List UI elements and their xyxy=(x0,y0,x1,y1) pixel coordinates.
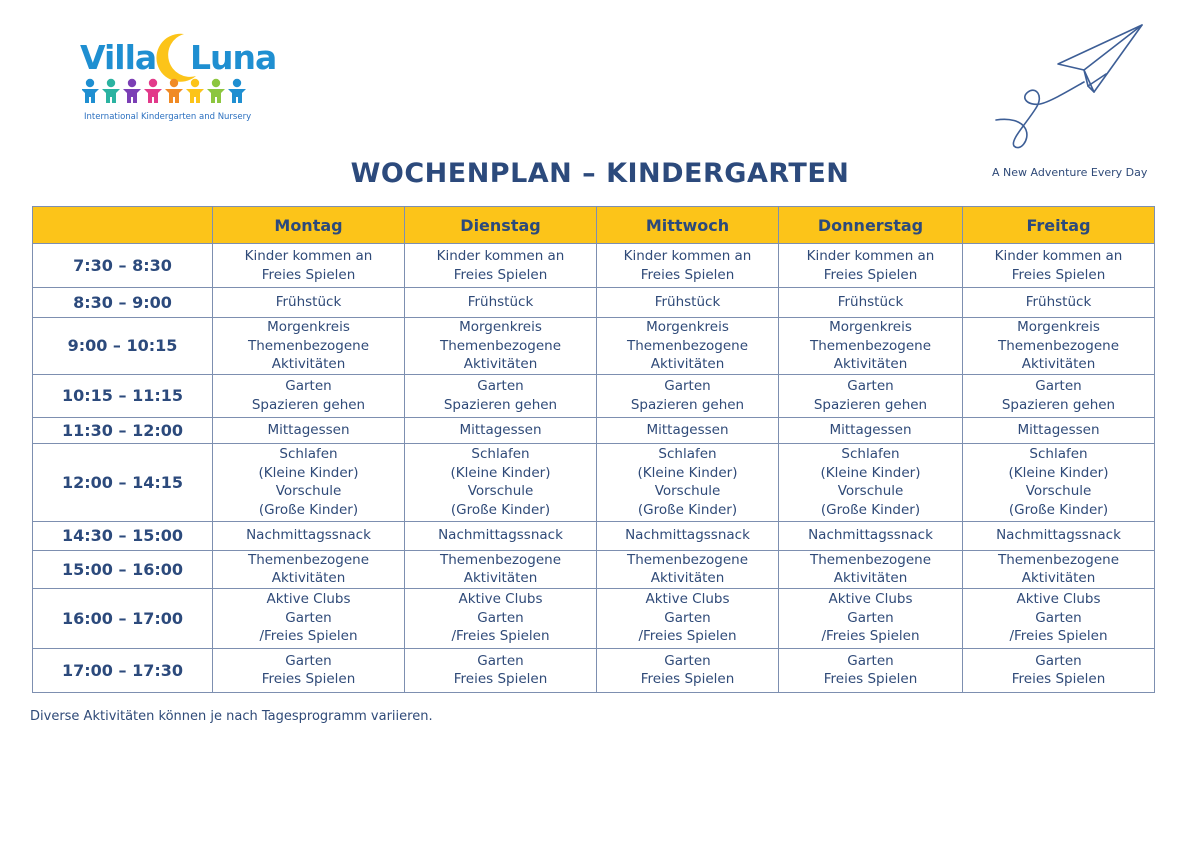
activity-cell xyxy=(597,521,779,550)
activity-line: (Kleine Kinder) xyxy=(258,464,359,481)
activity-cell xyxy=(963,374,1155,417)
activity-line: Morgenkreis xyxy=(459,319,542,335)
activity-line: Garten xyxy=(1035,609,1082,626)
activity-cell xyxy=(963,648,1155,692)
activity-line: Schlafen xyxy=(841,446,900,462)
activity-line: Vorschule xyxy=(654,483,721,499)
child-figure-icon xyxy=(144,79,162,103)
activity-line: Kinder kommen an xyxy=(806,248,935,264)
activity-cell xyxy=(779,417,963,443)
activity-line: Morgenkreis xyxy=(267,319,350,335)
time-slot: 17:00 – 17:30 xyxy=(33,648,213,692)
activity-cell xyxy=(405,374,597,417)
activity-line: Freies Spielen xyxy=(640,266,735,283)
activity-cell xyxy=(779,318,963,375)
activity-line: Freies Spielen xyxy=(1011,671,1106,687)
time-slot: 11:30 – 12:00 xyxy=(33,417,213,443)
activity-line: Garten xyxy=(285,652,332,669)
activity-line: Garten xyxy=(1035,652,1082,669)
activity-line: Themenbezogene xyxy=(809,337,932,354)
schedule-row xyxy=(33,550,1155,588)
activity-line: Kinder kommen an xyxy=(994,248,1123,264)
activity-cell xyxy=(963,288,1155,318)
activity-line: /Freies Spielen xyxy=(259,628,358,645)
activity-line: Spazieren gehen xyxy=(1001,396,1116,413)
activity-cell xyxy=(963,521,1155,550)
activity-cell xyxy=(963,588,1155,648)
activity-cell xyxy=(963,550,1155,588)
activity-line: /Freies Spielen xyxy=(1009,628,1108,645)
paper-airplane-icon xyxy=(990,20,1150,155)
logo-tagline: International Kindergarten and Nursery xyxy=(84,112,252,122)
activity-line: Mittagessen xyxy=(1017,421,1100,438)
activity-line: Mittagessen xyxy=(646,421,729,438)
activity-cell xyxy=(405,288,597,318)
activity-line: Frühstück xyxy=(467,294,534,311)
activity-line: Garten xyxy=(285,378,332,394)
activity-line: Freies Spielen xyxy=(823,266,918,283)
activity-line: Garten xyxy=(477,609,524,626)
time-slot: 9:00 – 10:15 xyxy=(33,318,213,375)
activity-cell xyxy=(779,374,963,417)
activity-line: Themenbezogene xyxy=(626,337,749,354)
activity-line: /Freies Spielen xyxy=(638,628,737,645)
activity-line: Garten xyxy=(477,652,524,669)
activity-line: Mittagessen xyxy=(267,421,350,438)
activity-line: Themenbezogene xyxy=(997,551,1120,568)
child-figure-icon xyxy=(102,79,120,103)
day-header: Freitag xyxy=(963,207,1155,244)
activity-line: Themenbezogene xyxy=(439,337,562,354)
activity-line: Mittagessen xyxy=(829,421,912,438)
activity-line: Garten xyxy=(1035,378,1082,394)
child-figure-icon xyxy=(207,79,225,103)
children-figures-icon xyxy=(82,78,252,104)
activity-line: Nachmittagssnack xyxy=(625,527,750,544)
activity-cell xyxy=(405,443,597,521)
activity-cell xyxy=(213,417,405,443)
activity-line: Freies Spielen xyxy=(453,266,548,283)
activity-cell xyxy=(779,521,963,550)
time-slot: 7:30 – 8:30 xyxy=(33,244,213,288)
activity-line: Frühstück xyxy=(837,294,904,311)
activity-line: Schlafen xyxy=(658,446,717,462)
activity-line: Aktivitäten xyxy=(650,356,725,372)
child-figure-icon xyxy=(123,79,141,103)
activity-line: Nachmittagssnack xyxy=(438,527,563,544)
day-header: Montag xyxy=(213,207,405,244)
activity-cell xyxy=(213,648,405,692)
activity-cell xyxy=(405,588,597,648)
activity-line: (Kleine Kinder) xyxy=(1008,464,1109,481)
activity-line: Frühstück xyxy=(654,294,721,311)
activity-line: Kinder kommen an xyxy=(623,248,752,264)
time-slot: 16:00 – 17:00 xyxy=(33,588,213,648)
activity-line: /Freies Spielen xyxy=(821,628,920,645)
activity-line: Garten xyxy=(847,378,894,394)
activity-line: (Große Kinder) xyxy=(450,501,551,518)
activity-line: Spazieren gehen xyxy=(443,396,558,413)
time-slot: 10:15 – 11:15 xyxy=(33,374,213,417)
activity-line: (Kleine Kinder) xyxy=(450,464,551,481)
schedule-row xyxy=(33,417,1155,443)
activity-cell xyxy=(779,648,963,692)
activity-cell xyxy=(963,244,1155,288)
activity-line: Morgenkreis xyxy=(646,319,729,335)
schedule-row xyxy=(33,374,1155,417)
logo-brand-first: Villa xyxy=(80,38,157,77)
activity-line: (Große Kinder) xyxy=(258,501,359,518)
activity-line: Garten xyxy=(664,378,711,394)
schedule-row xyxy=(33,588,1155,648)
activity-cell xyxy=(779,588,963,648)
activity-line: Freies Spielen xyxy=(823,671,918,687)
schedule-row xyxy=(33,443,1155,521)
activity-cell xyxy=(213,318,405,375)
activity-line: Freies Spielen xyxy=(261,671,356,687)
footnote: Diverse Aktivitäten können je nach Tagesprogramm variieren. xyxy=(30,709,433,724)
activity-cell xyxy=(597,244,779,288)
activity-line: (Kleine Kinder) xyxy=(820,464,921,481)
time-slot: 15:00 – 16:00 xyxy=(33,550,213,588)
child-figure-icon xyxy=(165,79,183,103)
activity-line: Aktivitäten xyxy=(833,570,908,586)
activity-cell xyxy=(597,648,779,692)
activity-line: Freies Spielen xyxy=(453,671,548,687)
activity-line: Morgenkreis xyxy=(829,319,912,335)
activity-cell xyxy=(213,374,405,417)
activity-line: Morgenkreis xyxy=(1017,319,1100,335)
activity-line: Freies Spielen xyxy=(640,671,735,687)
activity-cell xyxy=(963,443,1155,521)
activity-cell xyxy=(597,318,779,375)
activity-line: Garten xyxy=(664,609,711,626)
activity-line: Vorschule xyxy=(467,483,534,499)
activity-line: Themenbezogene xyxy=(997,337,1120,354)
activity-cell xyxy=(213,288,405,318)
activity-cell xyxy=(405,550,597,588)
activity-line: Themenbezogene xyxy=(626,551,749,568)
corner-cell xyxy=(33,207,213,244)
activity-line: Aktivitäten xyxy=(271,356,346,372)
activity-cell xyxy=(213,443,405,521)
activity-line: (Große Kinder) xyxy=(637,501,738,518)
schedule-row xyxy=(33,288,1155,318)
time-slot: 12:00 – 14:15 xyxy=(33,443,213,521)
activity-line: Kinder kommen an xyxy=(244,248,373,264)
day-header: Dienstag xyxy=(405,207,597,244)
activity-line: Kinder kommen an xyxy=(436,248,565,264)
schedule-body xyxy=(33,244,1155,693)
activity-line: (Große Kinder) xyxy=(1008,501,1109,518)
activity-cell xyxy=(779,288,963,318)
slogan: A New Adventure Every Day xyxy=(992,166,1148,179)
activity-cell xyxy=(597,443,779,521)
activity-cell xyxy=(213,550,405,588)
activity-cell xyxy=(213,244,405,288)
weekly-schedule-table xyxy=(32,206,1155,693)
activity-line: Themenbezogene xyxy=(247,551,370,568)
villa-luna-logo xyxy=(80,30,277,130)
header-row xyxy=(33,207,1155,244)
activity-cell xyxy=(597,588,779,648)
activity-line: Nachmittagssnack xyxy=(246,527,371,544)
activity-line: Aktive Clubs xyxy=(645,591,730,608)
activity-line: Garten xyxy=(477,378,524,394)
child-figure-icon xyxy=(228,79,246,103)
activity-line: Themenbezogene xyxy=(809,551,932,568)
activity-cell xyxy=(779,244,963,288)
day-header: Mittwoch xyxy=(597,207,779,244)
activity-line: Vorschule xyxy=(837,483,904,499)
activity-line: Nachmittagssnack xyxy=(808,527,933,544)
activity-line: Schlafen xyxy=(1029,446,1088,462)
logo-brand-second: Luna xyxy=(190,38,277,77)
activity-line: Frühstück xyxy=(1025,294,1092,311)
activity-cell xyxy=(779,443,963,521)
page-title: WOCHENPLAN – KINDERGARTEN xyxy=(350,158,850,189)
activity-cell xyxy=(405,648,597,692)
activity-line: /Freies Spielen xyxy=(451,628,550,645)
activity-cell xyxy=(213,588,405,648)
day-header: Donnerstag xyxy=(779,207,963,244)
time-slot: 8:30 – 9:00 xyxy=(33,288,213,318)
activity-line: Aktivitäten xyxy=(271,570,346,586)
activity-line: Frühstück xyxy=(275,294,342,311)
activity-line: Garten xyxy=(664,652,711,669)
time-slot: 14:30 – 15:00 xyxy=(33,521,213,550)
activity-line: Freies Spielen xyxy=(1011,266,1106,283)
activity-cell xyxy=(597,550,779,588)
activity-line: Vorschule xyxy=(275,483,342,499)
activity-cell xyxy=(405,244,597,288)
activity-cell xyxy=(405,521,597,550)
activity-line: Garten xyxy=(847,652,894,669)
activity-line: Aktivitäten xyxy=(463,356,538,372)
activity-cell xyxy=(213,521,405,550)
activity-line: Spazieren gehen xyxy=(251,396,366,413)
activity-cell xyxy=(963,417,1155,443)
child-figure-icon xyxy=(186,79,204,103)
schedule-row xyxy=(33,244,1155,288)
activity-line: Spazieren gehen xyxy=(813,396,928,413)
activity-line: Aktive Clubs xyxy=(266,591,351,608)
activity-line: Spazieren gehen xyxy=(630,396,745,413)
activity-line: Aktivitäten xyxy=(1021,356,1096,372)
schedule-row xyxy=(33,521,1155,550)
activity-line: Vorschule xyxy=(1025,483,1092,499)
activity-cell xyxy=(597,417,779,443)
activity-cell xyxy=(597,374,779,417)
activity-line: Garten xyxy=(847,609,894,626)
activity-line: (Kleine Kinder) xyxy=(637,464,738,481)
activity-line: Themenbezogene xyxy=(247,337,370,354)
schedule-row xyxy=(33,648,1155,692)
schedule-row xyxy=(33,318,1155,375)
child-figure-icon xyxy=(82,79,99,103)
activity-line: Aktive Clubs xyxy=(1016,591,1101,608)
activity-line: Aktivitäten xyxy=(650,570,725,586)
activity-cell xyxy=(963,318,1155,375)
activity-line: Aktivitäten xyxy=(833,356,908,372)
activity-line: Garten xyxy=(285,609,332,626)
activity-line: Aktive Clubs xyxy=(828,591,913,608)
activity-cell xyxy=(405,417,597,443)
activity-cell xyxy=(597,288,779,318)
activity-cell xyxy=(405,318,597,375)
activity-line: Aktive Clubs xyxy=(458,591,543,608)
activity-line: Nachmittagssnack xyxy=(996,527,1121,544)
activity-line: (Große Kinder) xyxy=(820,501,921,518)
activity-line: Aktivitäten xyxy=(463,570,538,586)
activity-line: Mittagessen xyxy=(459,421,542,438)
activity-line: Aktivitäten xyxy=(1021,570,1096,586)
activity-line: Schlafen xyxy=(471,446,530,462)
activity-cell xyxy=(779,550,963,588)
activity-line: Schlafen xyxy=(279,446,338,462)
activity-line: Themenbezogene xyxy=(439,551,562,568)
activity-line: Freies Spielen xyxy=(261,266,356,283)
